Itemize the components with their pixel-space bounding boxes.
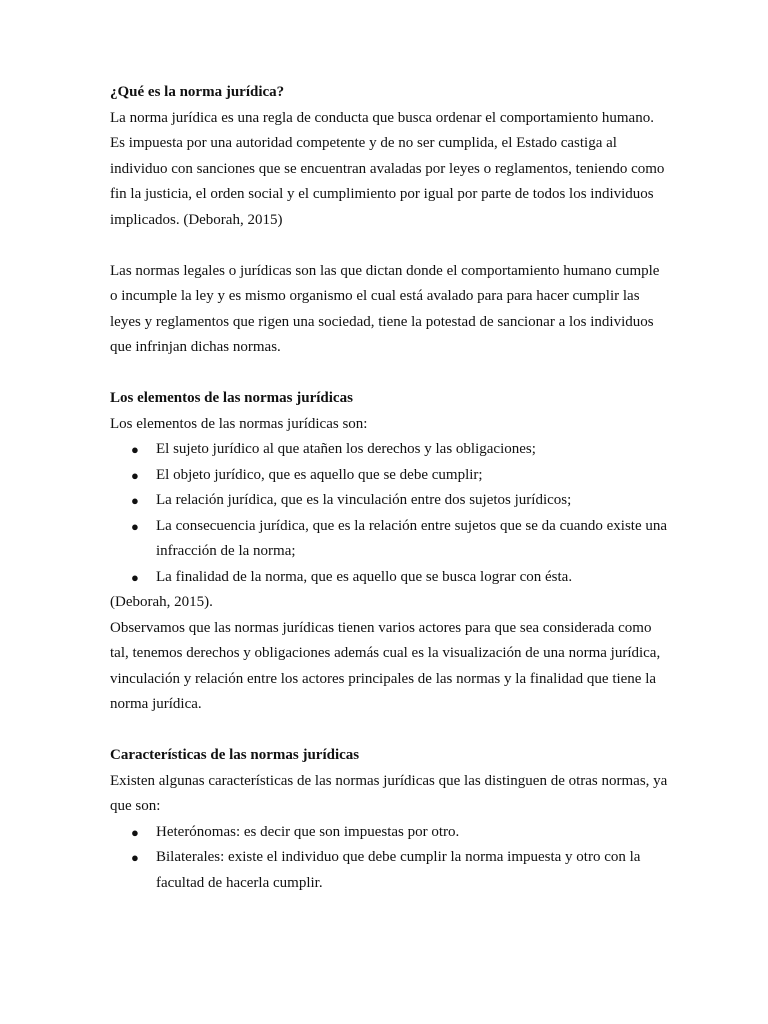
list-item [110,514,670,565]
list-item [110,845,670,896]
list-item-text: El objeto jurídico, que es aquello que se debe cumplir; [156,466,483,483]
bullet-icon: ● [131,824,139,840]
bullet-icon: ● [131,850,139,865]
paragraph-gap [110,718,670,744]
bullet-icon: ● [131,569,139,585]
bullet-icon: ● [131,467,139,483]
paragraph-normas-legales: Las normas legales o jurídicas son las que dictan donde el comportamiento humano cumple o incumple la ley y es mismo organismo el cual está avalado para para hacer cumplir las leyes y reglamentos que rigen una sociedad, tiene la potestad de sancionar a los individuos que infrinjan dichas normas. [110,262,660,355]
section-heading-elementos: Los elementos de las normas jurídicas [110,390,353,406]
bullet-icon: ● [131,442,139,457]
paragraph-gap [110,361,670,387]
list-item-text: El sujeto jurídico al que atañen los derechos y las obligaciones; [156,441,536,457]
list-item-text: La finalidad de la norma, que es aquello que se busca lograr con ésta. [156,568,573,585]
list-item [110,820,670,846]
paragraph-gap [110,233,670,259]
elementos-intro: Los elementos de las normas jurídicas son: [110,415,368,432]
caracteristicas-list [110,820,670,897]
elementos-conclusion: Observamos que las normas jurídicas tienen varios actores para que sea considerada como tal, tenemos derechos y obligaciones además cual es la visualización de una norma jurídica, vinculación y relación entre los actores principales de las normas y la finalidad que tiene la norma jurídica. [110,619,661,712]
bullet-icon: ● [131,518,139,534]
list-item-text: La relación jurídica, que es la vinculación entre dos sujetos jurídicos; [156,492,572,508]
section-heading-que-es: ¿Qué es la norma jurídica? [110,84,285,100]
list-item-text: Bilaterales: existe el individuo que debe cumplir la norma impuesta y otro con la facultad de hacerla cumplir. [156,849,641,891]
elementos-list [110,437,670,590]
list-item [110,488,670,514]
elementos-citation: (Deborah, 2015). [110,594,213,610]
list-item [110,437,670,463]
document-page [110,80,670,896]
list-item-text: La consecuencia jurídica, que es la relación entre sujetos que se da cuando existe una infracción de la norma; [156,517,668,559]
section-heading-caracteristicas: Características de las normas jurídicas [110,747,360,763]
list-item [110,463,670,489]
bullet-icon: ● [131,493,139,508]
list-item [110,565,670,591]
caracteristicas-intro: Existen algunas características de las normas jurídicas que las distinguen de otras normas, ya que son: [110,772,668,814]
list-item-text: Heterónomas: es decir que son impuestas por otro. [156,823,460,840]
paragraph-definition: La norma jurídica es una regla de conducta que busca ordenar el comportamiento humano. Es impuesta por una autoridad competente y de no ser cumplida, el Estado castiga al individuo con sanciones que se encuentran avaladas por leyes o reglamentos, teniendo como fin la justicia, el orden social y el cumplimiento por igual por parte de todos los individuos implicados. (Deborah, 2015) [110,109,665,228]
